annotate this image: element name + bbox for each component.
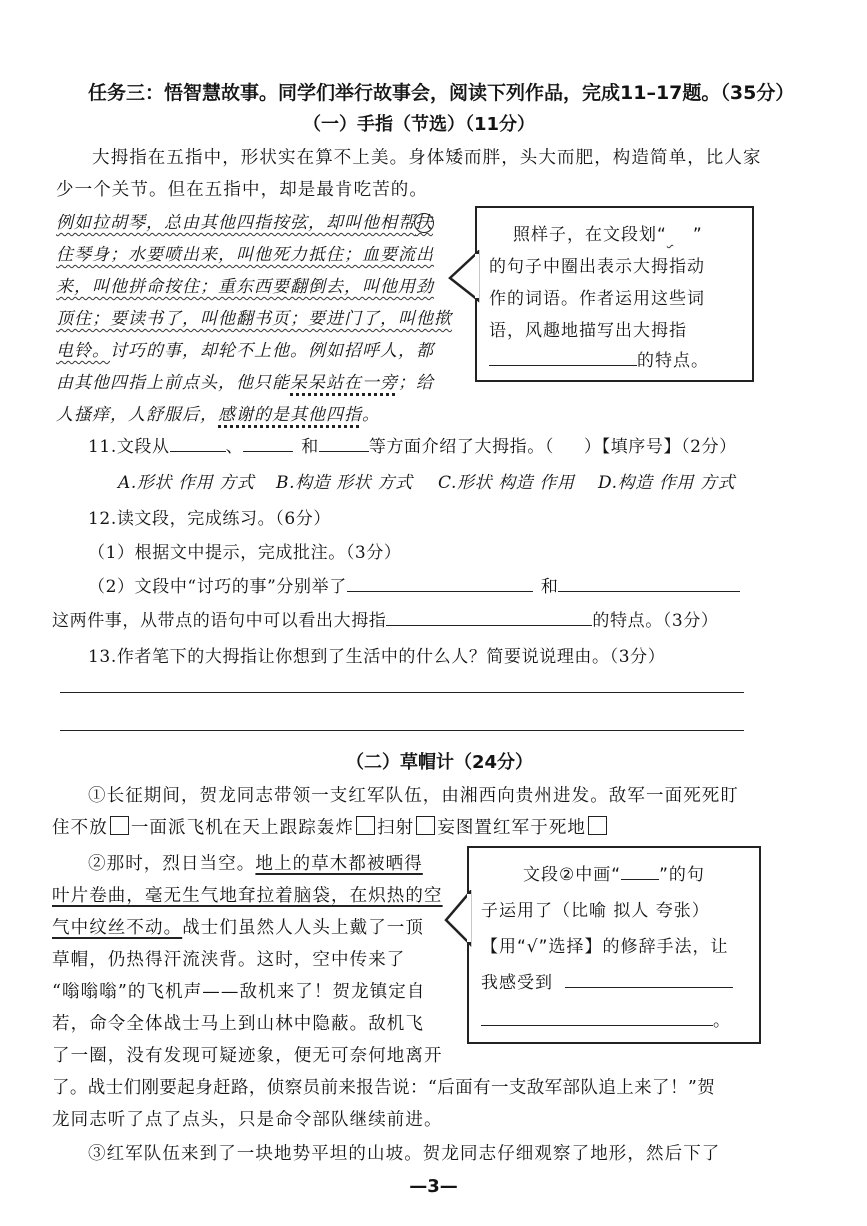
question-12: 12.读文段，完成练习。（6分） — [88, 509, 331, 529]
passage2-p2-line-7: 了一圈，没有发现可疑迹象，便无可奈何地离开 — [52, 1046, 443, 1066]
passage1-wavy-line-5 — [56, 336, 434, 361]
text: （2）文段中“讨巧的事”分别举了 — [88, 577, 347, 597]
text: 我感受到 — [481, 973, 553, 993]
text: 文段②中画“ — [523, 865, 622, 885]
circled-character: 扶 — [415, 213, 433, 233]
passage2-title: （二）草帽计（24分） — [346, 752, 534, 773]
passage1-wavy-line-3 — [56, 272, 434, 297]
q11-option-b[interactable]: B.构造 形状 方式 — [276, 473, 413, 493]
passage2-p2-line-6: 若，命令全体战士马上到山林中隐蔽。敌机飞 — [52, 1014, 424, 1034]
text: 人搔痒，人舒服后， — [56, 405, 218, 425]
text: 由其他四指上前点头，他只能 — [56, 373, 290, 393]
text: 一面派飞机在天上跟踪轰炸 — [130, 818, 355, 838]
text: 。 — [713, 1011, 731, 1031]
text: 的特点。（3分） — [592, 611, 719, 631]
question-13: 13.作者笔下的大拇指让你想到了生活中的什么人？简要说说理由。（3分） — [88, 647, 666, 667]
passage1-wavy-line-2 — [56, 240, 434, 265]
callout-2-pointer — [444, 890, 472, 952]
q11-option-c[interactable]: C.形状 构造 作用 — [438, 473, 575, 493]
callout-1-line-5 — [489, 346, 709, 371]
answer-line-1[interactable] — [60, 692, 744, 693]
callout-1-line-3: 作的词语。作者运用这些词 — [489, 289, 705, 309]
wavy-text: 例如拉胡琴，总由其他四指按弦，却叫他相帮 — [56, 213, 416, 233]
text: 战士们虽然人人头上戴了一顶 — [182, 918, 425, 938]
text: 11.文段从 — [88, 437, 170, 457]
answer-blank[interactable] — [558, 574, 740, 592]
answer-blank[interactable] — [565, 970, 733, 988]
dotted-emphasis: 感谢的是其他四指 — [218, 405, 362, 425]
passage2-p2-line-8: 了。战士们刚要起身赶路，侦察员前来报告说：“后面有一支敌军部队追上来了！”贺 — [52, 1078, 716, 1098]
callout-2-line-3: 【用“√”选择】的修辞手法，让 — [481, 937, 729, 957]
passage1-title: （一）手指（节选）（11分） — [303, 114, 536, 135]
wavy-text: 住琴身；水要喷出来，叫他死力抵住；血要流出 — [56, 245, 434, 265]
passage2-p2-line-3 — [52, 914, 424, 939]
passage1-wavy-line-1 — [56, 208, 434, 233]
answer-blank[interactable] — [347, 574, 533, 592]
passage1-line-6-rest: 讨巧的事，却轮不上他。例如招呼人，都 — [110, 341, 434, 361]
callout-2-line-1 — [523, 860, 705, 885]
dotted-emphasis: 呆呆站在一旁 — [290, 373, 398, 393]
punctuation-box[interactable] — [588, 816, 607, 835]
passage2-p2-line-1 — [88, 850, 423, 875]
text: ②那时，烈日当空。 — [88, 854, 256, 874]
answer-blank[interactable] — [621, 862, 659, 880]
passage1-line-8 — [56, 400, 380, 425]
answer-line-2[interactable] — [60, 730, 744, 731]
callout-1-line-1 — [513, 220, 703, 245]
passage2-p2-line-5: “嗡嗡嗡”的飞机声——敌机来了！贺龙镇定自 — [52, 982, 426, 1002]
q11-option-d[interactable]: D.构造 作用 方式 — [598, 473, 736, 493]
underlined-sentence: 叶片卷曲，毫无生气地耷拉着脑袋，在炽热的空 — [52, 886, 443, 906]
answer-blank[interactable] — [319, 434, 369, 452]
answer-blank[interactable] — [243, 434, 293, 452]
passage2-p2-line-2 — [52, 882, 443, 907]
callout-1-pointer — [448, 250, 480, 310]
passage1-line-1: 大拇指在五指中，形状实在算不上美。身体矮而胖，头大而肥，构造简单，比人家 — [92, 148, 762, 168]
answer-blank[interactable] — [170, 434, 226, 452]
text: ” — [692, 225, 703, 245]
underlined-sentence: 气中纹丝不动。 — [52, 918, 183, 938]
passage2-p2-line-4: 草帽，仍热得汗流浃背。这时，空中传来了 — [52, 950, 406, 970]
text: 这两件事，从带点的语句中可以看出大拇指 — [52, 611, 387, 631]
text: 妄图置红军于死地 — [437, 818, 587, 838]
question-12-sub1: （1）根据文中提示，完成批注。（3分） — [88, 543, 402, 563]
passage2-p3-line-1: ③红军队伍来到了一块地势平坦的山坡。贺龙同志仔细观察了地形，然后下了 — [88, 1144, 721, 1164]
answer-blank[interactable] — [489, 348, 637, 366]
callout-1-line-4: 语，风趣地描写出大拇指 — [489, 321, 687, 341]
text: 和 — [301, 437, 319, 457]
question-12-sub2-line2 — [52, 606, 719, 631]
callout-2-line-5 — [481, 1006, 731, 1031]
question-12-sub2 — [88, 572, 740, 597]
annotation-callout-1 — [475, 206, 754, 382]
text: 照样子，在文段划“ — [513, 225, 667, 245]
text: 、 — [225, 437, 244, 457]
wavy-text: 来，叫他拼命按住；重东西要翻倒去，叫他用劲 — [56, 277, 434, 297]
text: 等方面介绍了大拇指。（ — [368, 437, 554, 457]
task-heading: 任务三：悟智慧故事。同学们举行故事会，阅读下列作品，完成11–17题。（35分） — [88, 82, 795, 104]
text: ”的句 — [659, 865, 705, 885]
page-number: —3— — [409, 1176, 458, 1197]
q11-option-a[interactable]: A.形状 作用 方式 — [118, 473, 255, 493]
annotation-callout-2 — [467, 846, 761, 1044]
passage1-wavy-line-4 — [56, 304, 452, 329]
answer-blank[interactable] — [386, 608, 592, 626]
text: ）【填序号】（2分） — [583, 437, 737, 457]
text: 和 — [540, 577, 559, 597]
text: 的特点。 — [637, 351, 709, 371]
callout-2-line-4 — [481, 968, 733, 993]
text: 住不放 — [52, 818, 108, 838]
text: 扫射 — [377, 818, 415, 838]
punctuation-box[interactable] — [110, 816, 129, 835]
punctuation-box[interactable] — [356, 816, 375, 835]
question-11 — [88, 432, 737, 457]
passage2-p1-line-1: ①长征期间，贺龙同志带领一支红军队伍，由湘西向贵州进发。敌军一面死死盯 — [88, 786, 739, 806]
passage1-line-2: 少一个关节。但在五指中，却是最肯吃苦的。 — [56, 180, 428, 200]
passage2-p2-line-9: 龙同志听了点了点头，只是命令部队继续前进。 — [52, 1110, 443, 1130]
text: ；给 — [398, 373, 434, 393]
underlined-sentence: 地上的草木都被晒得 — [255, 854, 423, 874]
wavy-text: 电铃。 — [56, 341, 110, 361]
callout-2-line-2[interactable]: 子运用了（比喻 拟人 夸张） — [481, 901, 710, 921]
callout-1-line-2: 的句子中圈出表示大拇指动 — [489, 257, 705, 277]
answer-blank[interactable] — [481, 1008, 713, 1026]
wavy-sample — [667, 225, 693, 245]
punctuation-box[interactable] — [416, 816, 435, 835]
text: 。 — [362, 405, 380, 425]
passage2-p1-line-2 — [52, 814, 609, 839]
passage1-line-7 — [56, 368, 434, 393]
wavy-text: 顶住；要读书了，叫他翻书页；要进门了，叫他揿 — [56, 309, 452, 329]
